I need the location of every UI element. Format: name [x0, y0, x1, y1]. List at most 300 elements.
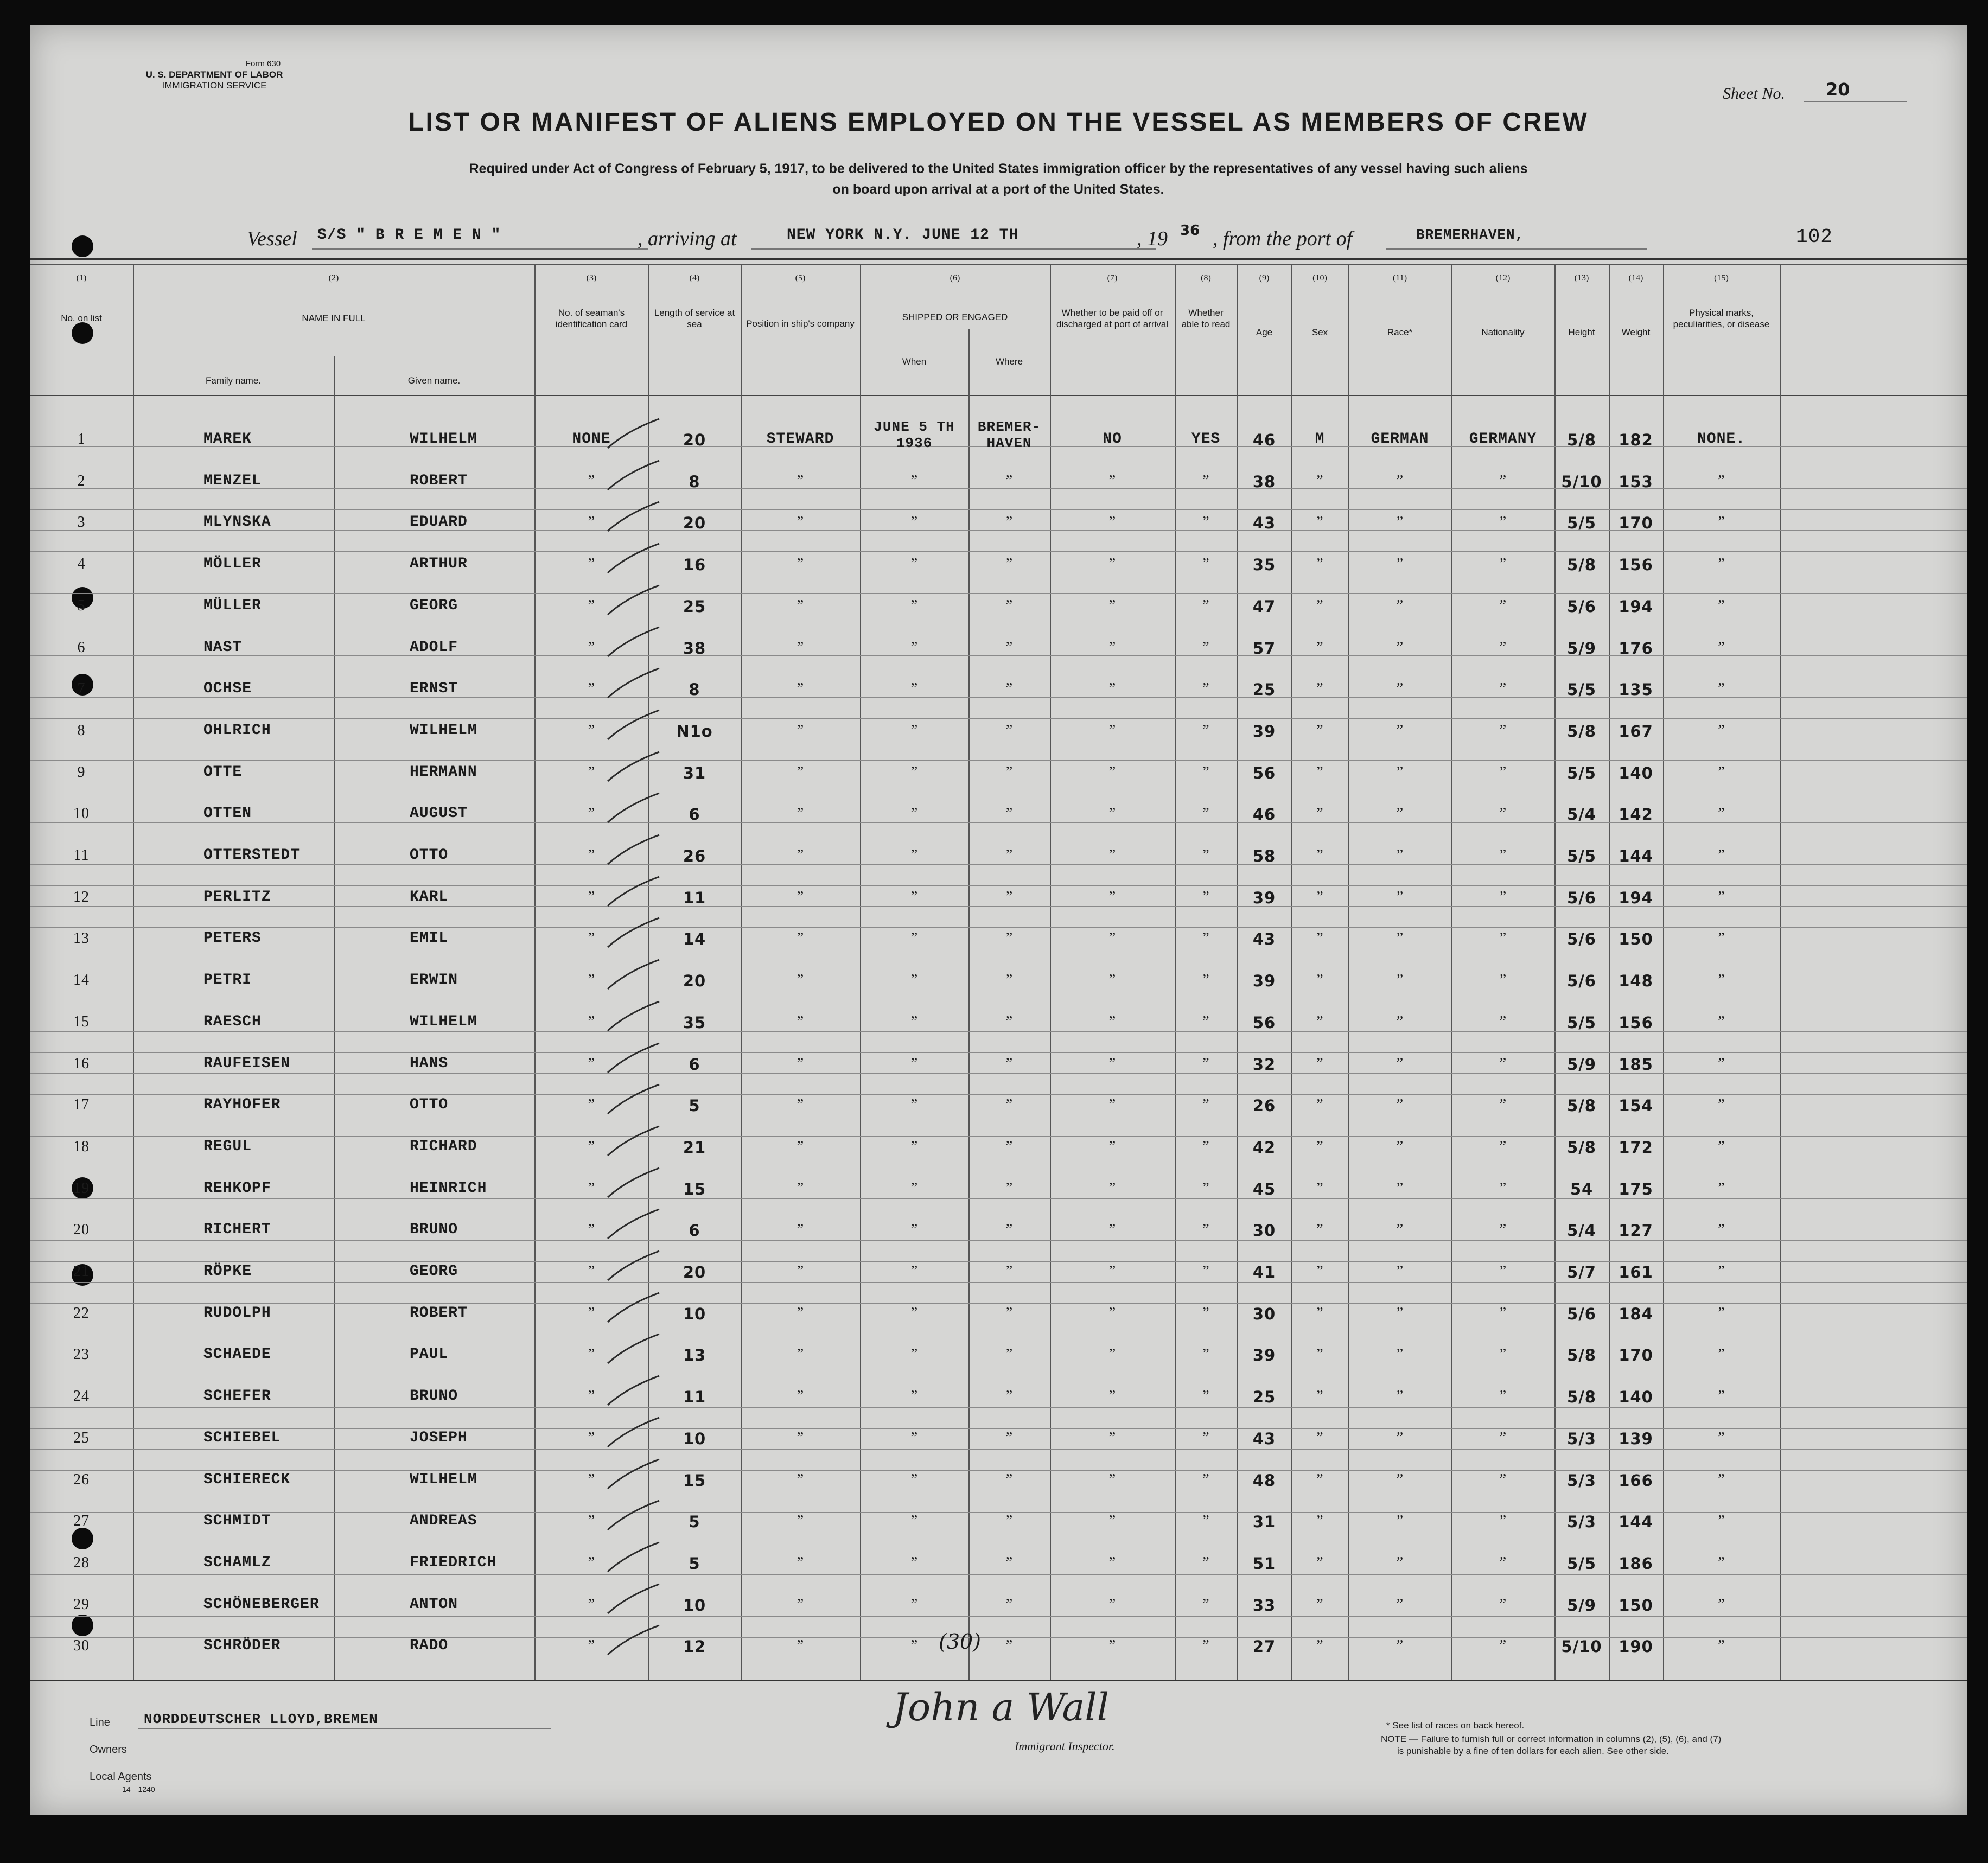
- cell-no: 14: [73, 972, 90, 988]
- cell-sex: ”: [1316, 1388, 1323, 1405]
- cell-race: ”: [1396, 1471, 1404, 1488]
- cell-where: ”: [1005, 1596, 1013, 1613]
- cell-read: ”: [1202, 556, 1209, 572]
- cell-length: 35: [683, 1013, 706, 1032]
- column-number: (11): [1392, 273, 1407, 283]
- cell-position: ”: [797, 639, 804, 656]
- cell-marks: ”: [1718, 805, 1725, 822]
- cell-no: 17: [73, 1096, 90, 1113]
- check-mark-icon: [605, 623, 665, 661]
- cell-height: 5/6: [1567, 597, 1596, 616]
- cell-family: OTTERSTEDT: [203, 847, 301, 864]
- cell-read: ”: [1202, 597, 1209, 614]
- cell-age: 41: [1252, 1263, 1276, 1281]
- cell-length: 11: [683, 1388, 706, 1406]
- cell-nat: ”: [1499, 1430, 1507, 1446]
- cell-no: 16: [73, 1055, 90, 1072]
- cell-weight: 140: [1619, 1388, 1653, 1406]
- cell-family: MLYNSKA: [203, 514, 271, 531]
- from-port: BREMERHAVEN,: [1416, 227, 1525, 243]
- check-mark-icon: [605, 748, 665, 786]
- cell-weight: 186: [1619, 1554, 1653, 1573]
- cell-when: ”: [910, 639, 918, 656]
- cell-sex: ”: [1316, 1055, 1323, 1072]
- cell-no: 5: [77, 597, 86, 614]
- punch-hole: [72, 322, 93, 344]
- cell-given: WILHELM: [410, 431, 477, 448]
- cell-family: MAREK: [203, 431, 252, 448]
- check-mark-icon: [605, 664, 665, 702]
- cell-paid: ”: [1108, 972, 1116, 988]
- cell-height: 5/8: [1567, 431, 1596, 449]
- cell-family: SCHÖNEBERGER: [203, 1596, 320, 1613]
- cell-age: 33: [1252, 1596, 1276, 1615]
- cell-weight: 194: [1619, 889, 1653, 907]
- cell-weight: 182: [1619, 431, 1653, 449]
- cell-sex: ”: [1316, 1305, 1323, 1322]
- cell-paid: ”: [1108, 514, 1116, 531]
- cell-card: ”: [588, 1346, 595, 1363]
- cell-age: 48: [1252, 1471, 1276, 1490]
- check-mark-icon: [605, 1080, 665, 1118]
- cell-marks: ”: [1718, 1096, 1725, 1113]
- check-mark-icon: [605, 997, 665, 1035]
- cell-height: 5/8: [1567, 1346, 1596, 1364]
- cell-paid: ”: [1108, 1554, 1116, 1571]
- cell-no: 25: [73, 1430, 90, 1446]
- cell-sex: ”: [1316, 930, 1323, 947]
- ruled-line: [30, 760, 1967, 761]
- cell-no: 19: [73, 1180, 90, 1197]
- cell-family: MÜLLER: [203, 597, 262, 614]
- cell-family: SCHAEDE: [203, 1346, 271, 1363]
- cell-card: ”: [588, 1180, 595, 1197]
- check-mark-icon: [605, 1371, 665, 1409]
- cell-weight: 135: [1619, 680, 1653, 699]
- cell-paid: ”: [1108, 473, 1116, 489]
- form-code: 14—1240: [122, 1785, 155, 1794]
- cell-age: 26: [1252, 1096, 1276, 1115]
- cell-nat: ”: [1499, 1305, 1507, 1322]
- check-mark-icon: [605, 831, 665, 869]
- cell-read: ”: [1202, 1221, 1209, 1238]
- cell-given: WILHELM: [410, 722, 477, 739]
- cell-read: ”: [1202, 889, 1209, 905]
- cell-family: RAYHOFER: [203, 1096, 281, 1113]
- header-no: No. on list: [61, 313, 102, 323]
- cell-sex: ”: [1316, 847, 1323, 864]
- cell-no: 11: [73, 847, 90, 864]
- ruled-line: [30, 551, 1967, 552]
- cell-height: 5/5: [1567, 1554, 1596, 1573]
- cell-card: ”: [588, 556, 595, 572]
- cell-when: ”: [910, 1138, 918, 1155]
- cell-no: 1: [77, 431, 86, 448]
- cell-marks: ”: [1718, 764, 1725, 781]
- cell-marks: ”: [1718, 597, 1725, 614]
- cell-race: ”: [1396, 1637, 1404, 1654]
- cell-where: ”: [1005, 556, 1013, 572]
- header-when: When: [902, 356, 927, 367]
- cell-nat: ”: [1499, 1138, 1507, 1155]
- cell-nat: GERMANY: [1469, 431, 1537, 448]
- cell-position: ”: [797, 1305, 804, 1322]
- cell-where: ”: [1005, 847, 1013, 864]
- column-number: (10): [1312, 273, 1327, 283]
- cell-weight: 167: [1619, 722, 1653, 741]
- cell-age: 43: [1252, 514, 1276, 532]
- cell-marks: ”: [1718, 1013, 1725, 1030]
- cell-nat: ”: [1499, 1346, 1507, 1363]
- cell-weight: 176: [1619, 639, 1653, 658]
- note-penalty-2: is punishable by a fine of ten dollars for each alien. See other side.: [1397, 1746, 1669, 1756]
- cell-given: HANS: [410, 1055, 449, 1072]
- cell-length: 12: [683, 1637, 706, 1656]
- punch-hole: [72, 1528, 93, 1549]
- from-port-label: , from the port of: [1213, 227, 1353, 250]
- cell-marks: ”: [1718, 514, 1725, 531]
- cell-card: NONE: [572, 431, 611, 448]
- cell-sex: ”: [1316, 1596, 1323, 1613]
- check-mark-icon: [605, 1039, 665, 1077]
- cell-when: ”: [910, 514, 918, 531]
- cell-height: 5/8: [1567, 722, 1596, 741]
- cell-weight: 166: [1619, 1471, 1653, 1490]
- cell-race: GERMAN: [1371, 431, 1429, 448]
- cell-weight: 161: [1619, 1263, 1653, 1281]
- cell-sex: ”: [1316, 1346, 1323, 1363]
- cell-sex: ”: [1316, 1554, 1323, 1571]
- cell-marks: ”: [1718, 1305, 1725, 1322]
- cell-weight: 144: [1619, 847, 1653, 865]
- cell-no: 23: [73, 1346, 90, 1363]
- cell-when: ”: [910, 1055, 918, 1072]
- cell-height: 5/5: [1567, 514, 1596, 532]
- cell-read: ”: [1202, 805, 1209, 822]
- department: U. S. DEPARTMENT OF LABOR: [145, 69, 283, 80]
- column-number: (8): [1201, 273, 1211, 283]
- ruled-line: [30, 906, 1967, 907]
- check-mark-icon: [605, 1205, 665, 1243]
- vessel-name: S/S " B R E M E N ": [317, 227, 501, 244]
- column-number: (1): [76, 273, 87, 283]
- cell-height: 5/5: [1567, 764, 1596, 782]
- ruled-line: [30, 822, 1967, 823]
- cell-height: 54: [1570, 1180, 1594, 1198]
- cell-length: 15: [683, 1471, 706, 1490]
- cell-length: 21: [683, 1138, 706, 1157]
- cell-position: ”: [797, 680, 804, 697]
- cell-paid: ”: [1108, 639, 1116, 656]
- cell-family: PETRI: [203, 972, 252, 988]
- cell-age: 46: [1252, 431, 1276, 449]
- cell-card: ”: [588, 1513, 595, 1529]
- cell-no: 6: [77, 639, 86, 656]
- cell-marks: ”: [1718, 1637, 1725, 1654]
- cell-age: 42: [1252, 1138, 1276, 1157]
- check-mark-icon: [605, 1164, 665, 1202]
- cell-given: WILHELM: [410, 1471, 477, 1488]
- cell-weight: 172: [1619, 1138, 1653, 1157]
- cell-card: ”: [588, 889, 595, 905]
- cell-given: HERMANN: [410, 764, 477, 781]
- cell-nat: ”: [1499, 639, 1507, 656]
- cell-when: ”: [910, 1263, 918, 1280]
- cell-height: 5/8: [1567, 1096, 1596, 1115]
- cell-race: ”: [1396, 805, 1404, 822]
- cell-when: ”: [910, 473, 918, 489]
- cell-when: JUNE 5 TH 1936: [874, 419, 955, 451]
- cell-age: 46: [1252, 805, 1276, 824]
- cell-marks: ”: [1718, 889, 1725, 905]
- cell-family: MENZEL: [203, 473, 262, 489]
- cell-given: EDUARD: [410, 514, 468, 531]
- cell-sex: ”: [1316, 1637, 1323, 1654]
- header-height: Height: [1568, 327, 1595, 337]
- cell-race: ”: [1396, 722, 1404, 739]
- cell-no: 22: [73, 1305, 90, 1322]
- cell-height: 5/9: [1567, 1055, 1596, 1074]
- line-value: NORDDEUTSCHER LLOYD,BREMEN: [144, 1711, 378, 1727]
- column-number: (13): [1574, 273, 1589, 283]
- header-where: Where: [995, 356, 1023, 367]
- cell-given: OTTO: [410, 1096, 449, 1113]
- header-id-card: No. of seaman's identification card: [555, 308, 628, 329]
- cell-given: WILHELM: [410, 1013, 477, 1030]
- cell-where: ”: [1005, 764, 1013, 781]
- cell-where: ”: [1005, 1221, 1013, 1238]
- cell-age: 31: [1252, 1513, 1276, 1531]
- cell-card: ”: [588, 680, 595, 697]
- cell-sex: ”: [1316, 514, 1323, 531]
- cell-age: 25: [1252, 1388, 1276, 1406]
- cell-card: ”: [588, 1471, 595, 1488]
- cell-age: 27: [1252, 1637, 1276, 1656]
- ruled-line: [30, 1031, 1967, 1032]
- cell-when: ”: [910, 972, 918, 988]
- cell-position: ”: [797, 1055, 804, 1072]
- cell-card: ”: [588, 1596, 595, 1613]
- ruled-line: [30, 885, 1967, 886]
- cell-height: 5/5: [1567, 680, 1596, 699]
- cell-given: EMIL: [410, 930, 449, 947]
- cell-no: 24: [73, 1388, 90, 1405]
- cell-length: 16: [683, 556, 706, 574]
- cell-when: ”: [910, 1596, 918, 1613]
- cell-marks: ”: [1718, 1554, 1725, 1571]
- cell-age: 45: [1252, 1180, 1276, 1198]
- cell-paid: ”: [1108, 680, 1116, 697]
- cell-age: 58: [1252, 847, 1276, 865]
- ruled-line: [30, 1136, 1967, 1137]
- cell-paid: ”: [1108, 764, 1116, 781]
- cell-age: 39: [1252, 1346, 1276, 1364]
- cell-position: STEWARD: [766, 431, 834, 448]
- cell-read: YES: [1191, 431, 1221, 448]
- cell-height: 5/8: [1567, 1388, 1596, 1406]
- cell-read: ”: [1202, 764, 1209, 781]
- cell-when: ”: [910, 556, 918, 572]
- cell-paid: ”: [1108, 1096, 1116, 1113]
- cell-marks: ”: [1718, 1430, 1725, 1446]
- cell-length: 31: [683, 764, 706, 782]
- note-penalty-1: NOTE — Failure to furnish full or correct information in columns (2), (5), (6), and (7): [1381, 1734, 1722, 1744]
- cell-where: ”: [1005, 972, 1013, 988]
- cell-marks: ”: [1718, 1180, 1725, 1197]
- ruled-line: [30, 1428, 1967, 1429]
- cell-paid: ”: [1108, 1180, 1116, 1197]
- cell-where: ”: [1005, 1138, 1013, 1155]
- cell-card: ”: [588, 805, 595, 822]
- cell-read: ”: [1202, 1513, 1209, 1529]
- cell-given: HEINRICH: [410, 1180, 487, 1197]
- sheet-label: Sheet No.: [1723, 85, 1785, 103]
- cell-age: 39: [1252, 972, 1276, 990]
- cell-given: ARTHUR: [410, 556, 468, 572]
- cell-marks: ”: [1718, 473, 1725, 489]
- ruled-line: [30, 1240, 1967, 1241]
- cell-where: ”: [1005, 473, 1013, 489]
- cell-where: ”: [1005, 1346, 1013, 1363]
- cell-where: ”: [1005, 1263, 1013, 1280]
- cell-weight: 156: [1619, 1013, 1653, 1032]
- cell-length: 25: [683, 597, 706, 616]
- cell-height: 5/5: [1567, 847, 1596, 865]
- cell-height: 5/10: [1561, 1637, 1602, 1656]
- cell-nat: ”: [1499, 722, 1507, 739]
- ruled-line: [30, 1574, 1967, 1575]
- check-mark-icon: [605, 1413, 665, 1451]
- cell-length: 15: [683, 1180, 706, 1198]
- cell-family: SCHEFER: [203, 1388, 271, 1405]
- cell-sex: ”: [1316, 556, 1323, 572]
- cell-when: ”: [910, 680, 918, 697]
- cell-position: ”: [797, 1596, 804, 1613]
- cell-no: 2: [77, 473, 86, 489]
- cell-position: ”: [797, 556, 804, 572]
- cell-family: NAST: [203, 639, 243, 656]
- cell-race: ”: [1396, 764, 1404, 781]
- cell-nat: ”: [1499, 1471, 1507, 1488]
- header-weight: Weight: [1621, 327, 1651, 337]
- page-number: 102: [1796, 226, 1833, 248]
- cell-given: ANTON: [410, 1596, 458, 1613]
- cell-family: OTTE: [203, 764, 243, 781]
- cell-length: 14: [683, 930, 706, 948]
- cell-position: ”: [797, 1430, 804, 1446]
- cell-when: ”: [910, 1180, 918, 1197]
- service: IMMIGRATION SERVICE: [162, 80, 267, 91]
- cell-nat: ”: [1499, 1263, 1507, 1280]
- cell-height: 5/9: [1567, 1596, 1596, 1615]
- cell-where: ”: [1005, 1305, 1013, 1322]
- cell-family: SCHIERECK: [203, 1471, 291, 1488]
- cell-family: RUDOLPH: [203, 1305, 271, 1322]
- ruled-line: [30, 1094, 1967, 1095]
- check-mark-icon: [605, 1621, 665, 1659]
- header-name: NAME IN FULL: [302, 313, 366, 323]
- cell-length: 26: [683, 847, 706, 865]
- cell-height: 5/5: [1567, 1013, 1596, 1032]
- cell-height: 5/3: [1567, 1513, 1596, 1531]
- column-divider: [1780, 264, 1781, 1680]
- cell-height: 5/6: [1567, 1305, 1596, 1323]
- vessel-label: Vessel: [247, 227, 297, 250]
- cell-weight: 153: [1619, 473, 1653, 491]
- cell-length: 6: [689, 1221, 700, 1240]
- cell-race: ”: [1396, 1430, 1404, 1446]
- cell-card: ”: [588, 597, 595, 614]
- cell-no: 8: [77, 722, 86, 739]
- cell-card: ”: [588, 722, 595, 739]
- cell-position: ”: [797, 1471, 804, 1488]
- cell-sex: ”: [1316, 889, 1323, 905]
- cell-position: ”: [797, 805, 804, 822]
- cell-card: ”: [588, 639, 595, 656]
- cell-weight: 127: [1619, 1221, 1653, 1240]
- local-agents-label: Local Agents: [90, 1771, 152, 1783]
- column-number: (4): [689, 273, 700, 283]
- cell-length: 8: [689, 680, 700, 699]
- cell-read: ”: [1202, 1013, 1209, 1030]
- cell-nat: ”: [1499, 1013, 1507, 1030]
- cell-given: ADOLF: [410, 639, 458, 656]
- cell-where: ”: [1005, 1471, 1013, 1488]
- cell-nat: ”: [1499, 764, 1507, 781]
- cell-where: ”: [1005, 722, 1013, 739]
- cell-race: ”: [1396, 514, 1404, 531]
- cell-age: 43: [1252, 1430, 1276, 1448]
- cell-age: 56: [1252, 1013, 1276, 1032]
- note-races: * See list of races on back hereof.: [1386, 1720, 1525, 1731]
- cell-card: ”: [588, 1305, 595, 1322]
- cell-nat: ”: [1499, 556, 1507, 572]
- sheet-number: 20: [1826, 79, 1850, 100]
- cell-marks: ”: [1718, 1471, 1725, 1488]
- column-number: (3): [586, 273, 597, 283]
- cell-length: 20: [683, 431, 706, 449]
- cell-given: RICHARD: [410, 1138, 477, 1155]
- cell-position: ”: [797, 722, 804, 739]
- cell-height: 5/6: [1567, 889, 1596, 907]
- cell-when: ”: [910, 597, 918, 614]
- cell-paid: ”: [1108, 1138, 1116, 1155]
- cell-nat: ”: [1499, 1388, 1507, 1405]
- cell-height: 5/6: [1567, 972, 1596, 990]
- cell-family: OHLRICH: [203, 722, 271, 739]
- cell-position: ”: [797, 1513, 804, 1529]
- header-nationality: Nationality: [1481, 327, 1525, 337]
- cell-nat: ”: [1499, 1637, 1507, 1654]
- cell-card: ”: [588, 1263, 595, 1280]
- cell-height: 5/4: [1567, 805, 1596, 824]
- cell-height: 5/3: [1567, 1471, 1596, 1490]
- cell-age: 38: [1252, 473, 1276, 491]
- cell-no: 20: [73, 1221, 90, 1238]
- cell-read: ”: [1202, 1138, 1209, 1155]
- cell-marks: ”: [1718, 639, 1725, 656]
- cell-card: ”: [588, 972, 595, 988]
- cell-length: 10: [683, 1596, 706, 1615]
- cell-given: ROBERT: [410, 473, 468, 489]
- header-sex: Sex: [1311, 327, 1328, 337]
- cell-height: 5/9: [1567, 639, 1596, 658]
- cell-marks: ”: [1718, 1263, 1725, 1280]
- cell-position: ”: [797, 889, 804, 905]
- year-prefix: , 19: [1137, 227, 1168, 250]
- cell-nat: ”: [1499, 1055, 1507, 1072]
- cell-paid: ”: [1108, 1055, 1116, 1072]
